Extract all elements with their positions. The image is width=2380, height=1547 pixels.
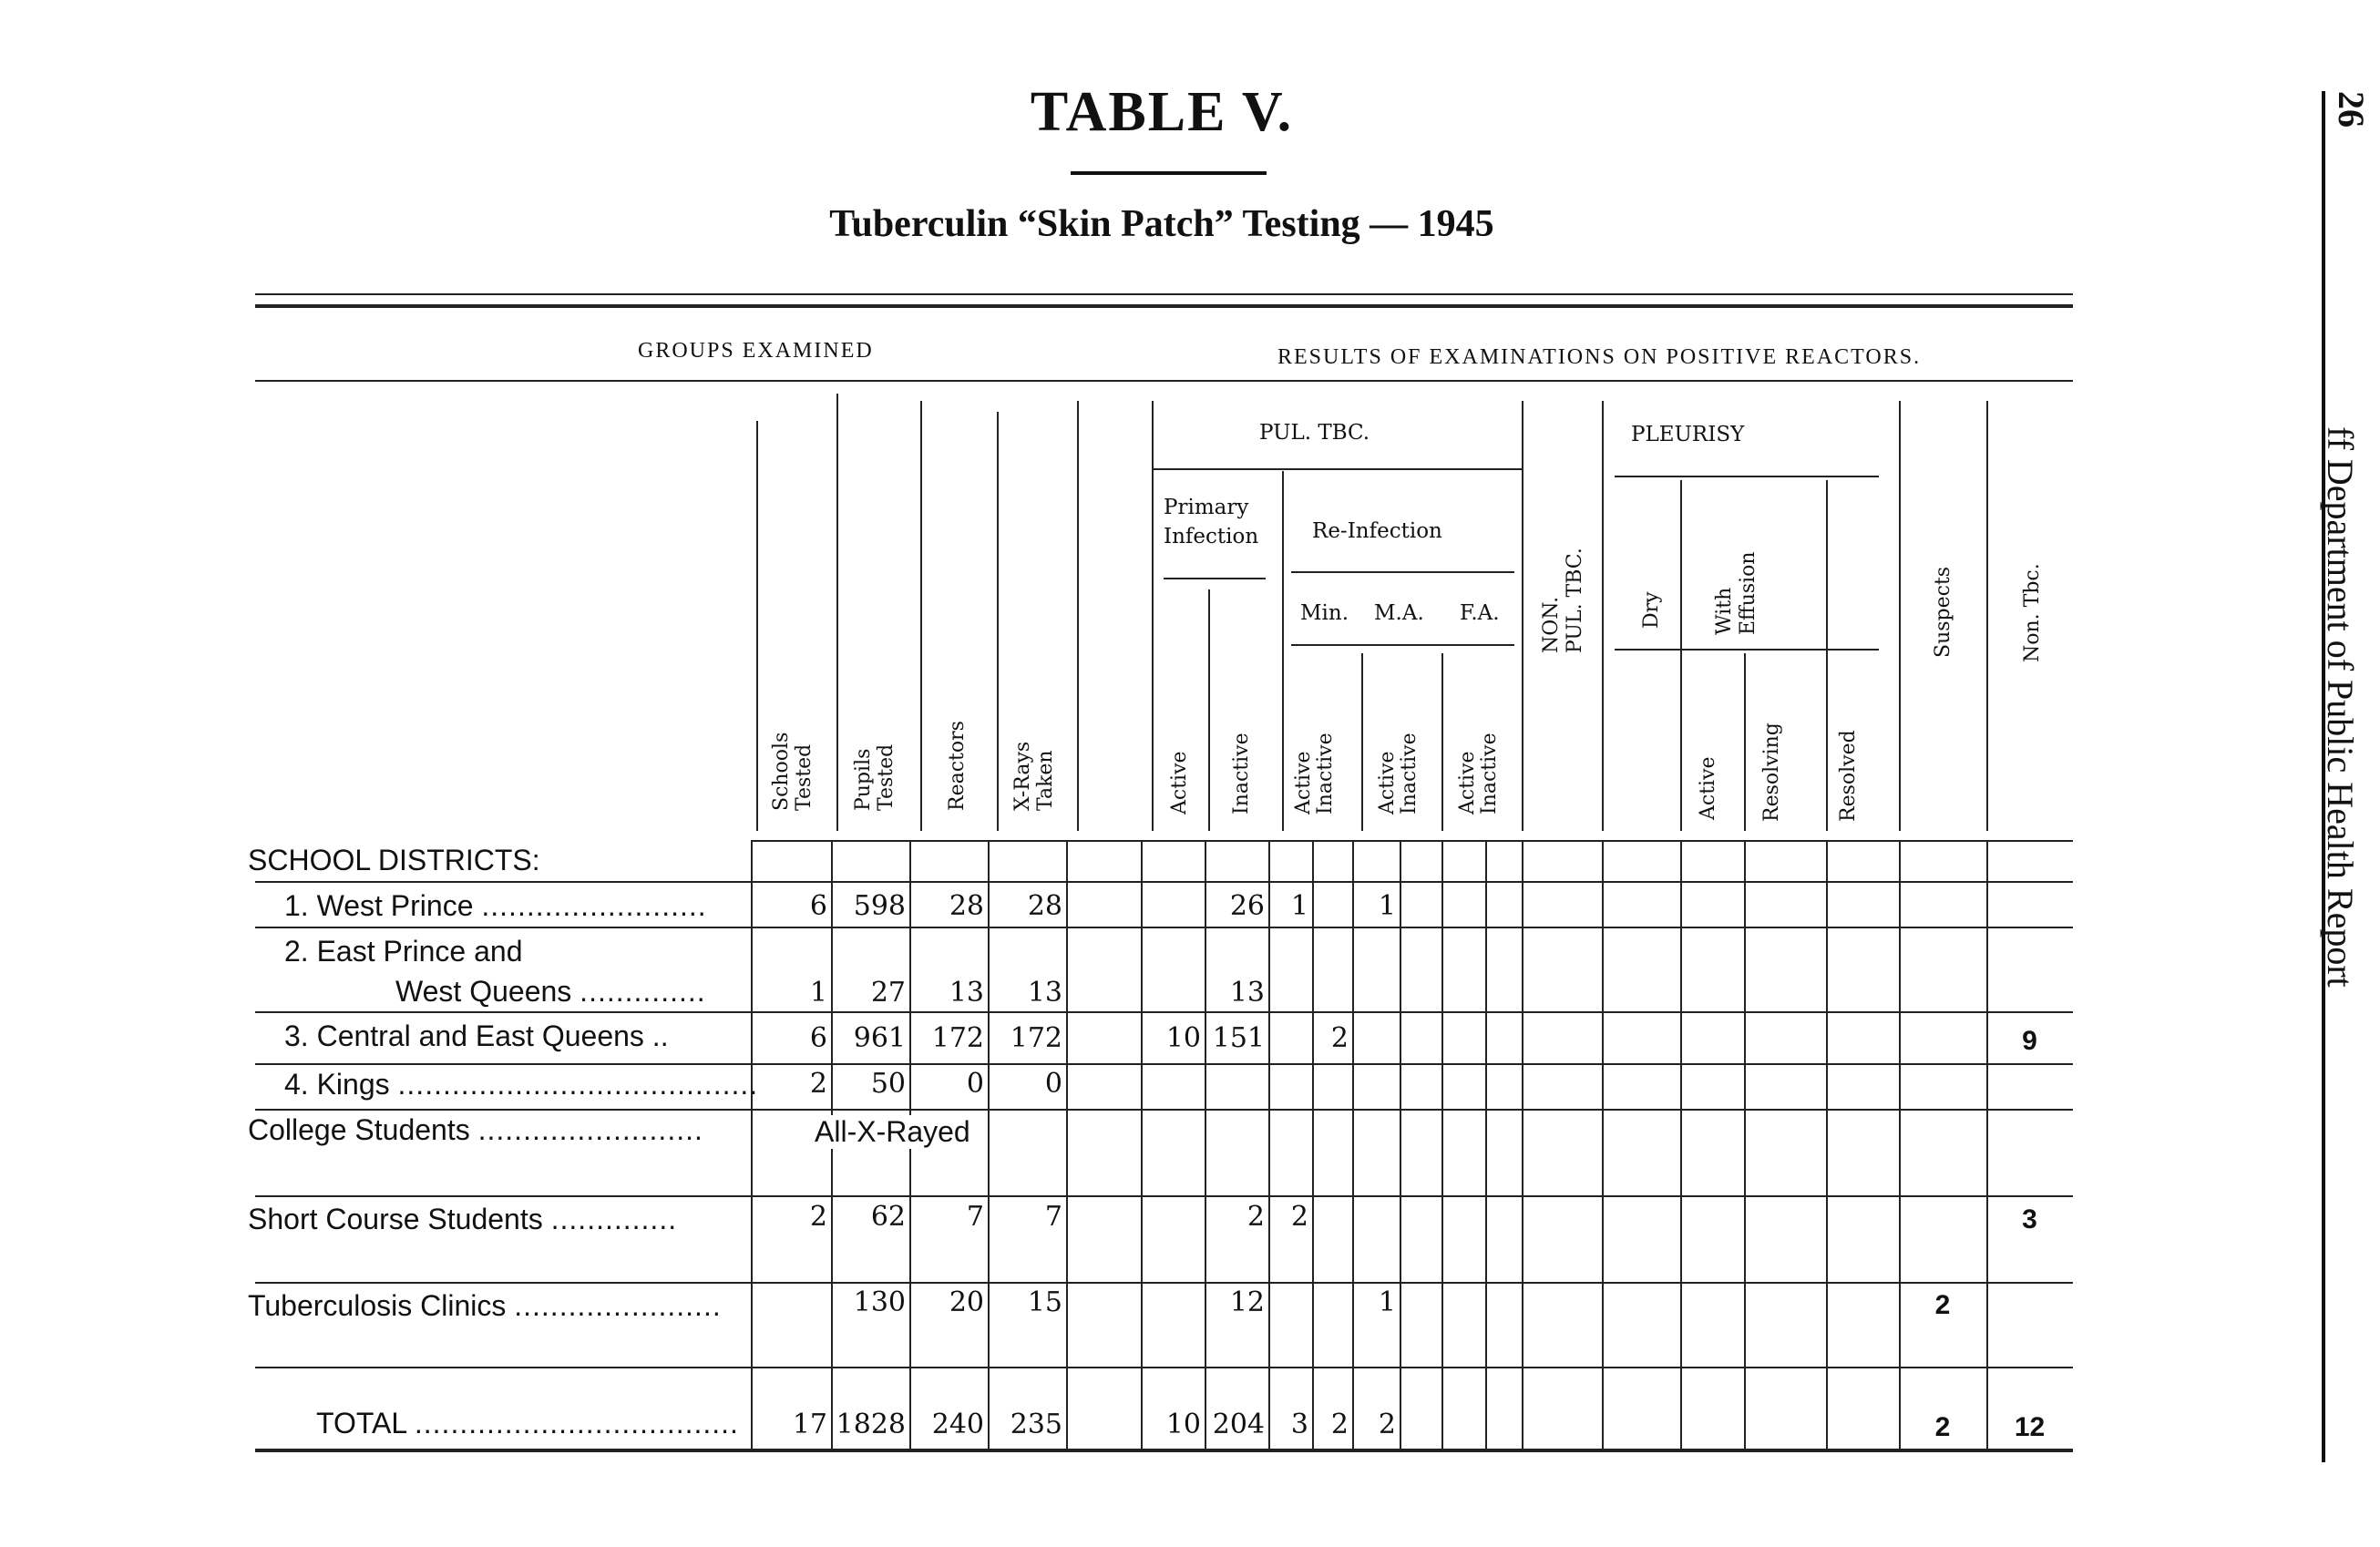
header-min: Min. bbox=[1300, 601, 1349, 625]
cell: 2 bbox=[1934, 1412, 1951, 1442]
row-kings-text: 4. Kings bbox=[284, 1068, 390, 1101]
header-primary-1: Primary bbox=[1164, 496, 1249, 519]
col-effusion-active: Active bbox=[1697, 756, 1719, 820]
title-underline bbox=[1071, 171, 1267, 175]
cell: 172 bbox=[931, 1022, 984, 1054]
header-ma: M.A. bbox=[1374, 601, 1424, 625]
leader-dots: .................................... bbox=[414, 1407, 739, 1439]
cell: 28 bbox=[949, 890, 984, 922]
col-rule bbox=[1077, 401, 1079, 831]
row-west-prince-text: 1. West Prince bbox=[284, 889, 474, 922]
col-rule bbox=[1282, 471, 1284, 831]
cell: 12 bbox=[1229, 1286, 1265, 1318]
body-col-rule bbox=[1522, 840, 1523, 1449]
col-ma-2: Inactive bbox=[1398, 733, 1421, 814]
col-rule bbox=[1986, 401, 1988, 831]
row-rule bbox=[255, 1195, 2073, 1197]
page-subtitle: Tuberculin “Skin Patch” Testing — 1945 bbox=[829, 203, 1494, 245]
cell: 3 bbox=[1290, 1409, 1308, 1440]
page-title: TABLE V. bbox=[1030, 81, 1294, 143]
leader-dots: ....................... bbox=[514, 1289, 722, 1322]
cell: 7 bbox=[1044, 1201, 1062, 1233]
body-col-rule bbox=[1826, 840, 1828, 1449]
results-heading: RESULTS OF EXAMINATIONS ON POSITIVE REACTORS. bbox=[1277, 345, 1922, 369]
col-rule bbox=[1522, 401, 1523, 831]
header-reinfection: Re-Infection bbox=[1312, 519, 1442, 543]
col-ma-1: Active bbox=[1376, 751, 1399, 814]
cell: 12 bbox=[2014, 1412, 2046, 1442]
group-header-rule bbox=[255, 380, 2073, 382]
cell: 1 bbox=[1290, 890, 1308, 922]
body-col-rule bbox=[1986, 840, 1988, 1449]
body-col-rule bbox=[1066, 840, 1068, 1449]
row-east-prince-text: West Queens bbox=[395, 975, 572, 1008]
row-total-label bbox=[316, 1407, 739, 1440]
cell: 27 bbox=[870, 977, 906, 1009]
col-rule bbox=[1602, 401, 1604, 831]
table-bottom-rule bbox=[255, 1449, 2073, 1452]
data-table bbox=[248, 293, 2073, 1460]
cell: 13 bbox=[949, 977, 984, 1009]
col-rule bbox=[920, 401, 922, 831]
cell: 10 bbox=[1165, 1022, 1201, 1054]
cell: 961 bbox=[853, 1022, 906, 1054]
header-fa: F.A. bbox=[1460, 601, 1500, 625]
cell: 28 bbox=[1027, 890, 1062, 922]
row-rule bbox=[751, 840, 2073, 842]
row-total-text: TOTAL bbox=[316, 1407, 406, 1439]
col-pupils-1: Pupils bbox=[852, 748, 875, 811]
body-col-rule bbox=[988, 840, 990, 1449]
row-kings-label bbox=[284, 1068, 758, 1101]
cell: 2 bbox=[1934, 1290, 1951, 1320]
cell: 0 bbox=[966, 1068, 984, 1100]
header-non-tbc: Non. Tbc. bbox=[2021, 563, 2044, 662]
cell: 17 bbox=[792, 1409, 827, 1440]
col-rule bbox=[756, 421, 758, 831]
leader-dots: ......................... bbox=[481, 889, 707, 922]
cell: 0 bbox=[1044, 1068, 1062, 1100]
cell: 6 bbox=[809, 890, 827, 922]
cell: 235 bbox=[1010, 1409, 1062, 1440]
col-fa-2: Inactive bbox=[1478, 733, 1501, 814]
header-with-effusion-2: Effusion bbox=[1737, 551, 1759, 635]
row-east-prince-label-2 bbox=[395, 975, 706, 1009]
cell: 26 bbox=[1229, 890, 1265, 922]
row-rule bbox=[255, 927, 2073, 928]
header-pleurisy: PLEURISY bbox=[1631, 423, 1745, 446]
leader-dots: ........................................ bbox=[397, 1068, 759, 1101]
col-schools-1: Schools bbox=[770, 732, 793, 811]
min-ma-fa-rule bbox=[1291, 644, 1514, 646]
col-primary-inactive: Inactive bbox=[1230, 733, 1253, 814]
col-effusion-resolving: Resolving bbox=[1760, 722, 1783, 822]
table-top-rule-thick bbox=[255, 304, 2073, 308]
col-rule bbox=[1826, 480, 1828, 831]
row-east-prince-label-1: 2. East Prince and bbox=[284, 935, 523, 968]
header-dry: Dry bbox=[1640, 591, 1663, 629]
report-title: ff Department of Public Health Report bbox=[2320, 426, 2361, 988]
cell: 50 bbox=[870, 1068, 906, 1100]
body-col-rule bbox=[1680, 840, 1682, 1449]
col-rule bbox=[997, 412, 999, 831]
primary-rule bbox=[1164, 578, 1266, 579]
header-with-effusion-1: With bbox=[1713, 587, 1736, 635]
body-col-rule bbox=[1441, 840, 1443, 1449]
col-xrays-1: X-Rays bbox=[1011, 741, 1034, 811]
section-school-districts: SCHOOL DISTRICTS: bbox=[248, 844, 540, 876]
cell: 240 bbox=[931, 1409, 984, 1440]
table-top-rule bbox=[255, 293, 2073, 295]
header-primary-2: Infection bbox=[1164, 525, 1259, 548]
body-col-rule bbox=[1485, 840, 1487, 1449]
row-clinics-label bbox=[248, 1289, 722, 1323]
groups-examined-heading: GROUPS EXAMINED bbox=[638, 339, 874, 363]
col-min-2: Inactive bbox=[1314, 733, 1337, 814]
row-rule bbox=[255, 1063, 2073, 1065]
cell: 15 bbox=[1027, 1286, 1062, 1318]
page-number: 26 bbox=[2331, 91, 2372, 128]
reinfection-rule bbox=[1291, 571, 1514, 573]
cell: 2 bbox=[809, 1201, 827, 1233]
cell: 13 bbox=[1229, 977, 1265, 1009]
pul-tbc-rule bbox=[1152, 468, 1522, 470]
cell: 20 bbox=[949, 1286, 984, 1318]
col-min-1: Active bbox=[1292, 751, 1315, 814]
col-pupils-2: Tested bbox=[875, 743, 898, 811]
row-rule bbox=[255, 1282, 2073, 1284]
row-rule bbox=[255, 1367, 2073, 1368]
cell: 62 bbox=[870, 1201, 906, 1233]
row-short-course-text: Short Course Students bbox=[248, 1203, 543, 1235]
row-central-label: 3. Central and East Queens .. bbox=[284, 1019, 669, 1052]
col-rule bbox=[1152, 401, 1154, 831]
cell: 2 bbox=[1330, 1409, 1349, 1440]
body-col-rule bbox=[1744, 840, 1746, 1449]
row-rule bbox=[255, 881, 2073, 883]
cell: 1828 bbox=[836, 1409, 906, 1440]
header-non-pul-2: PUL. TBC. bbox=[1564, 548, 1586, 653]
col-reactors: Reactors bbox=[946, 721, 969, 811]
cell: 9 bbox=[2022, 1026, 2037, 1056]
body-col-rule bbox=[1352, 840, 1354, 1449]
col-effusion-resolved: Resolved bbox=[1837, 730, 1860, 822]
with-effusion-rule bbox=[1615, 649, 1879, 651]
cell: 204 bbox=[1212, 1409, 1265, 1440]
cell: 2 bbox=[1246, 1201, 1265, 1233]
row-short-course-label bbox=[248, 1203, 677, 1236]
cell-all-x-rayed: All-X-Rayed bbox=[811, 1115, 974, 1149]
cell: 2 bbox=[1330, 1022, 1349, 1054]
row-rule bbox=[255, 1011, 2073, 1013]
body-col-rule bbox=[1312, 840, 1314, 1449]
body-col-rule bbox=[1899, 840, 1901, 1449]
leader-dots: .............. bbox=[550, 1203, 678, 1235]
cell: 2 bbox=[1378, 1409, 1396, 1440]
body-col-rule bbox=[1141, 840, 1143, 1449]
body-col-rule bbox=[751, 840, 753, 1449]
row-college-label bbox=[248, 1113, 703, 1147]
cell: 151 bbox=[1212, 1022, 1265, 1054]
row-college-text: College Students bbox=[248, 1113, 470, 1146]
row-rule bbox=[255, 1109, 2073, 1111]
cell: 2 bbox=[809, 1068, 827, 1100]
body-col-rule bbox=[1602, 840, 1604, 1449]
side-running-header bbox=[2320, 91, 2372, 1531]
cell: 1 bbox=[1378, 1286, 1396, 1318]
cell: 1 bbox=[809, 977, 827, 1009]
col-rule bbox=[1680, 480, 1682, 831]
col-rule bbox=[1208, 589, 1210, 831]
col-xrays-2: Taken bbox=[1034, 750, 1057, 811]
cell: 130 bbox=[853, 1286, 906, 1318]
cell: 598 bbox=[853, 890, 906, 922]
col-fa-1: Active bbox=[1456, 751, 1479, 814]
row-clinics-text: Tuberculosis Clinics bbox=[248, 1289, 507, 1322]
body-col-rule bbox=[1205, 840, 1206, 1449]
cell: 10 bbox=[1165, 1409, 1201, 1440]
col-rule bbox=[1441, 653, 1443, 831]
col-rule bbox=[1899, 401, 1901, 831]
col-schools-2: Tested bbox=[793, 743, 816, 811]
cell: 7 bbox=[966, 1201, 984, 1233]
body-col-rule bbox=[1268, 840, 1270, 1449]
header-non-pul-1: NON. bbox=[1540, 596, 1563, 653]
cell: 2 bbox=[1290, 1201, 1308, 1233]
cell: 6 bbox=[809, 1022, 827, 1054]
cell: 172 bbox=[1010, 1022, 1062, 1054]
cell: 1 bbox=[1378, 890, 1396, 922]
cell: 3 bbox=[2022, 1204, 2037, 1235]
row-west-prince-label bbox=[284, 889, 707, 923]
leader-dots: ......................... bbox=[477, 1113, 703, 1146]
col-rule bbox=[1361, 653, 1363, 831]
leader-dots: .............. bbox=[580, 975, 706, 1008]
body-col-rule bbox=[1400, 840, 1401, 1449]
pleurisy-rule bbox=[1615, 476, 1879, 477]
col-rule bbox=[1744, 653, 1746, 831]
col-primary-active: Active bbox=[1168, 751, 1191, 814]
col-rule bbox=[836, 394, 838, 831]
header-pul-tbc: PUL. TBC. bbox=[1259, 421, 1370, 445]
header-suspects: Suspects bbox=[1932, 566, 1954, 658]
cell: 13 bbox=[1027, 977, 1062, 1009]
